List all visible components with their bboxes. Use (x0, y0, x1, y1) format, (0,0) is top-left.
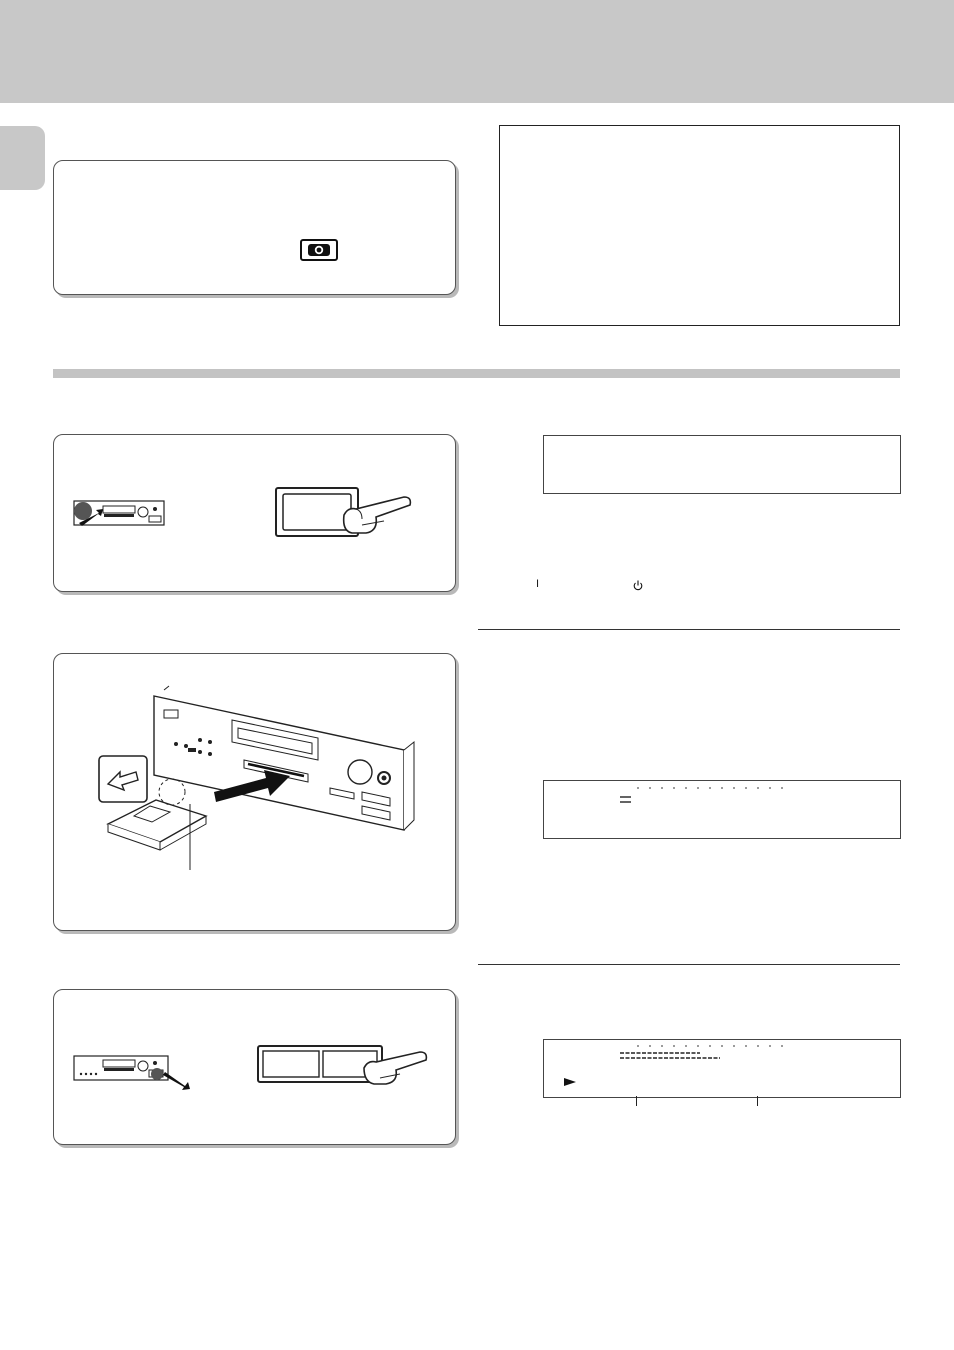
deck-front-small-illustration (73, 497, 167, 529)
deck-front-play-illustration (73, 1052, 193, 1090)
disc-button-icon (300, 239, 338, 261)
play-button-press-illustration (256, 1042, 436, 1092)
section-side-tab (0, 126, 45, 190)
step-1-card (53, 434, 456, 592)
section-rule-2 (478, 964, 900, 965)
info-card (53, 160, 456, 295)
step-2-card (53, 653, 456, 931)
lcd-display-2 (543, 780, 901, 839)
power-line-mark: I (536, 578, 540, 590)
page-header-band (0, 0, 954, 103)
play-triangle-icon (563, 1077, 577, 1087)
level-meter-active (616, 1044, 796, 1064)
level-meter-scale (616, 785, 796, 805)
lcd-display-1 (543, 435, 901, 494)
power-icon (633, 580, 643, 591)
section-rule-1 (478, 629, 900, 630)
note-box (499, 125, 900, 326)
callout-line-right (757, 1096, 758, 1106)
section-divider (53, 369, 900, 378)
step-3-card (53, 989, 456, 1145)
disc-insert-illustration (94, 680, 439, 880)
power-button-press-illustration (274, 485, 414, 545)
callout-line-left (636, 1096, 637, 1106)
lcd-display-3 (543, 1039, 901, 1098)
